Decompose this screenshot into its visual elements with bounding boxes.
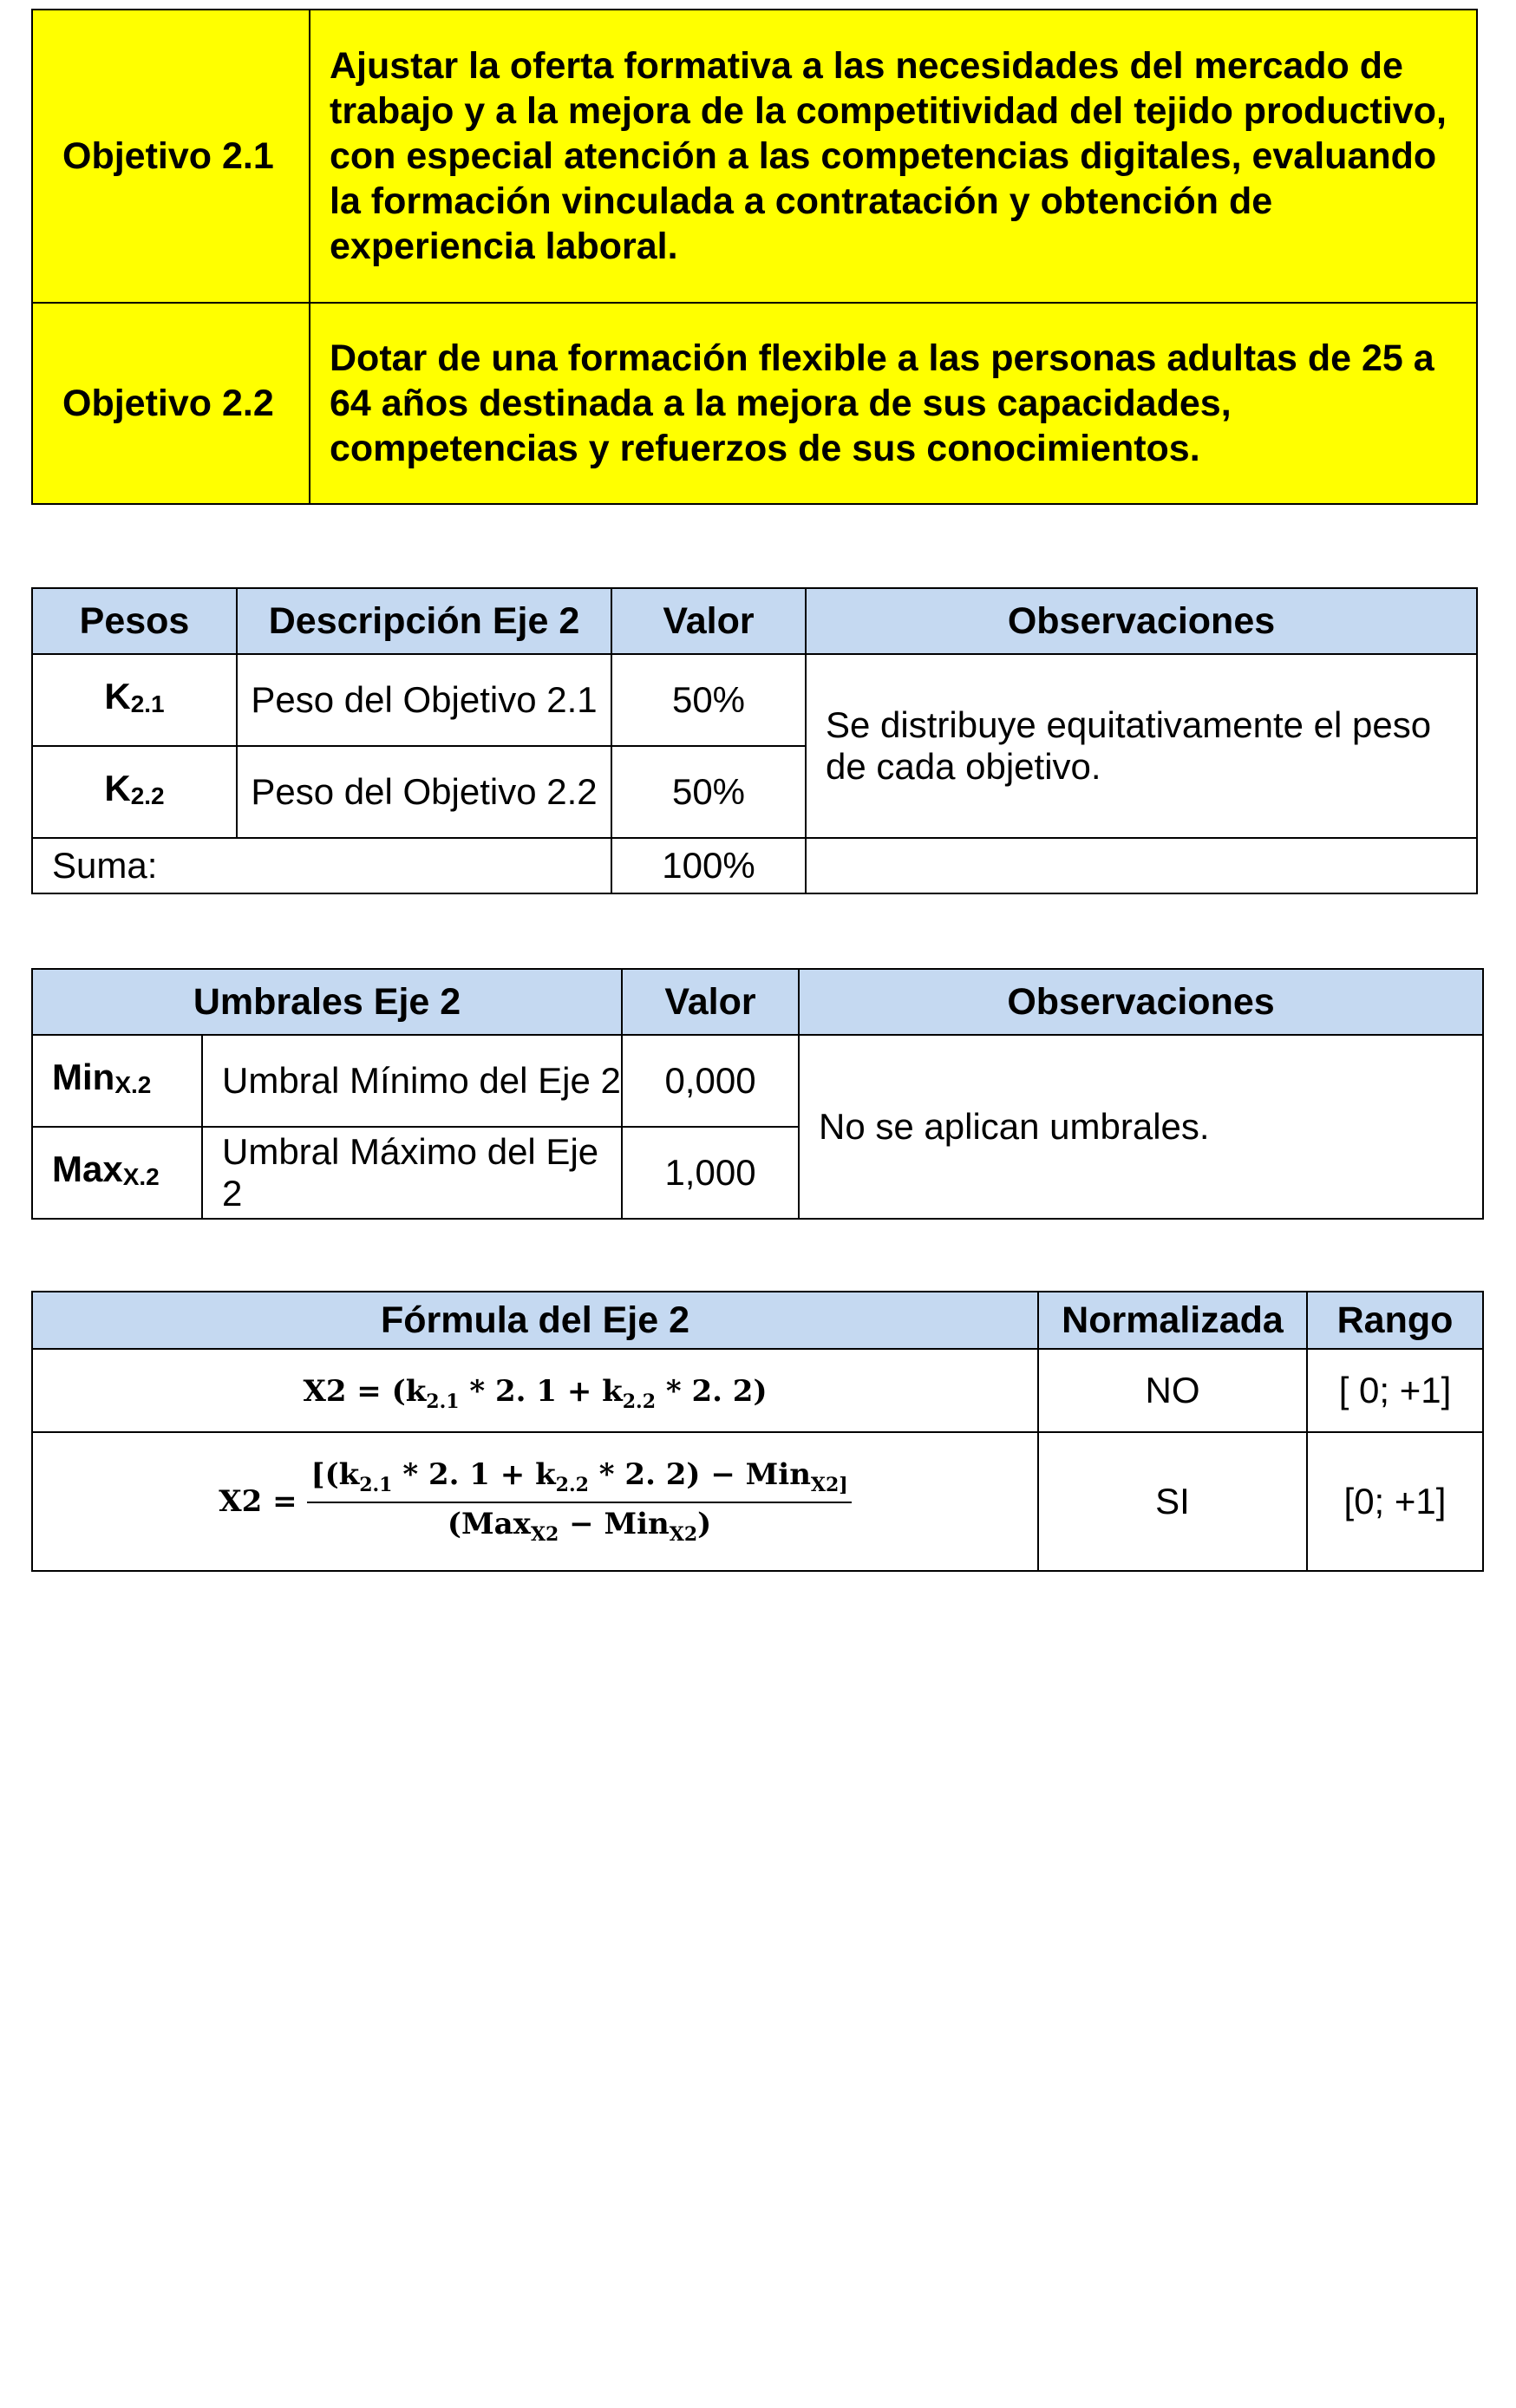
header-cell: Umbrales Eje 2 <box>32 969 622 1035</box>
table-row <box>32 303 1477 504</box>
objective-text: Ajustar la oferta formativa a las necesidades del mercado de trabajo y a la mejora de la competitividad del tejido productivo, con especial atención a las competencias digitales, evaluando la formación vinculada a contratación y obtención de experiencia laboral. <box>310 10 1477 303</box>
table-header-row <box>32 1292 1483 1349</box>
table-header-row <box>32 588 1477 654</box>
table-row <box>32 1432 1483 1571</box>
formula-table <box>31 1291 1484 1572</box>
umbrales-table <box>31 968 1484 1220</box>
header-cell: Valor <box>622 969 799 1035</box>
table-row <box>32 654 1477 746</box>
objective-text: Dotar de una formación flexible a las personas adultas de 25 a 64 años destinada a la mejora de sus capacidades, competencias y refuerzos de sus conocimientos. <box>310 303 1477 504</box>
formula-cell <box>32 1349 1038 1432</box>
observation: No se aplican umbrales. <box>799 1035 1483 1219</box>
header-cell: Normalizada <box>1038 1292 1307 1349</box>
weight-value: 50% <box>611 654 806 746</box>
table-row <box>32 1349 1483 1432</box>
normalized-value: NO <box>1038 1349 1307 1432</box>
threshold-description: Umbral Mínimo del Eje 2 <box>202 1035 622 1127</box>
threshold-description: Umbral Máximo del Eje 2 <box>202 1127 622 1219</box>
header-cell: Observaciones <box>799 969 1483 1035</box>
threshold-value: 0,000 <box>622 1035 799 1127</box>
table-row <box>32 838 1477 893</box>
empty-cell <box>806 838 1477 893</box>
weight-value: 50% <box>611 746 806 838</box>
table-row <box>32 1035 1483 1127</box>
header-cell: Pesos <box>32 588 237 654</box>
weight-description: Peso del Objetivo 2.2 <box>237 746 611 838</box>
threshold-key: Min$_{X.2}$ <box>32 1035 202 1127</box>
weight-key: $K_{2.1}$ <box>32 654 237 746</box>
header-cell: Observaciones <box>806 588 1477 654</box>
formula-normalized: X2 = $\frac{[(k_{2.1} * 2. 1 + k_{2.2} * 2. 2) - Min_{X2]}}{(Max_{X2} - Min_{X2})}$ <box>219 1482 851 1517</box>
threshold-value: 1,000 <box>622 1127 799 1219</box>
weight-description: Peso del Objetivo 2.1 <box>237 654 611 746</box>
normalized-value: SI <box>1038 1432 1307 1571</box>
objectives-table <box>31 9 1478 505</box>
range-value: [0; +1] <box>1307 1432 1483 1571</box>
objective-name: Objetivo 2.1 <box>32 10 310 303</box>
formula-non-normalized: $X2 = (k_{2.1} * 2$. $1 + k_{2.2} * 2$. 2) <box>303 1374 768 1413</box>
header-cell: Fórmula del Eje 2 <box>32 1292 1038 1349</box>
header-cell: Rango <box>1307 1292 1483 1349</box>
pesos-table <box>31 587 1478 894</box>
sum-label: Suma: <box>32 838 611 893</box>
header-cell: Descripción Eje 2 <box>237 588 611 654</box>
sum-value: 100% <box>611 838 806 893</box>
weight-key: $K_{2.2}$ <box>32 746 237 838</box>
range-value: [ 0; +1] <box>1307 1349 1483 1432</box>
table-row <box>32 10 1477 303</box>
table-header-row <box>32 969 1483 1035</box>
observation: Se distribuye equitativamente el peso de cada objetivo. <box>806 654 1477 838</box>
header-cell: Valor <box>611 588 806 654</box>
formula-cell <box>32 1432 1038 1571</box>
objective-name: Objetivo 2.2 <box>32 303 310 504</box>
threshold-key: Max$_{X.2}$ <box>32 1127 202 1219</box>
